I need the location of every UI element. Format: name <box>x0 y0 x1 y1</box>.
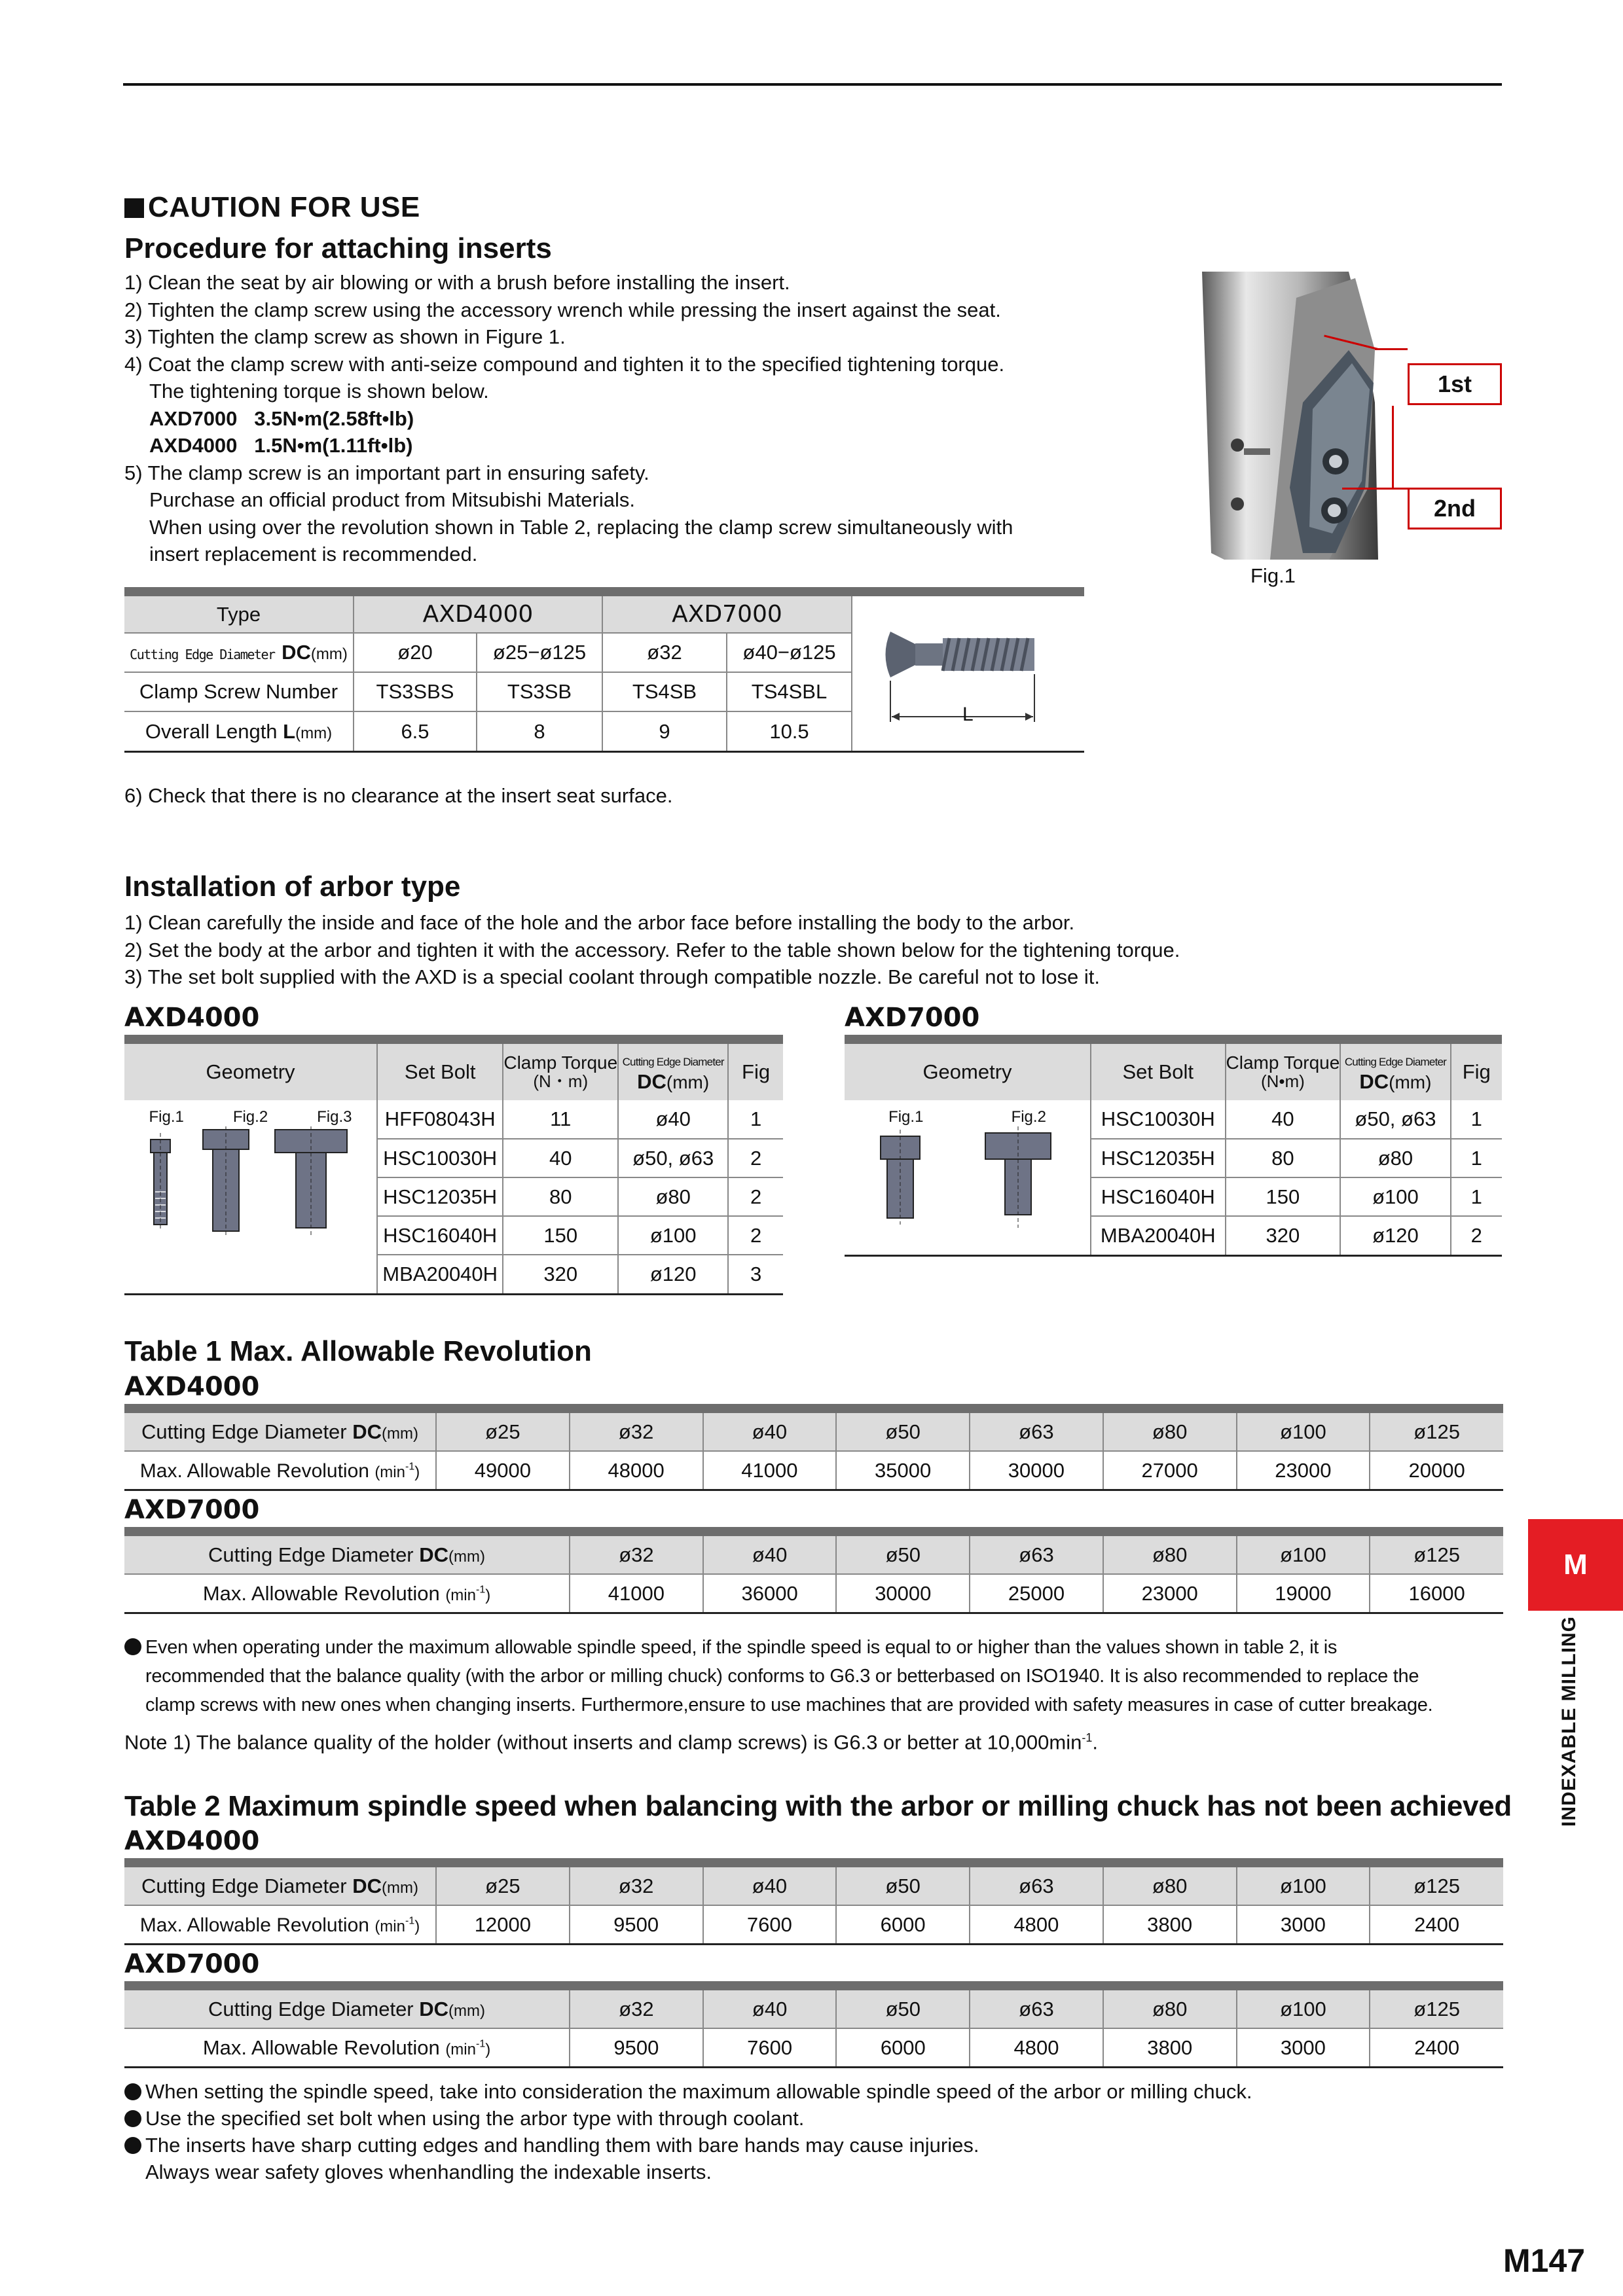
fig-header: Fig <box>1451 1044 1502 1100</box>
procedure-title: Procedure for attaching inserts <box>124 232 552 264</box>
rev-row-label: Max. Allowable Revolution $(\min^{-1})$ <box>124 1451 436 1489</box>
dc-cell: ø63 <box>970 1413 1103 1451</box>
arbor7-bottom <box>845 1255 1502 1257</box>
cutter-photo-illustration <box>1198 272 1381 566</box>
screw-table-bar <box>124 587 1084 596</box>
notes2 <box>124 2078 1252 2185</box>
torque-cell: 40 <box>503 1139 618 1177</box>
set-bolt-cell: HSC10030H <box>377 1139 503 1177</box>
arbor-steps <box>124 909 1180 991</box>
fig-label: Fig.2 <box>1011 1108 1046 1126</box>
set-bolts-drawing-4000 <box>124 1126 376 1264</box>
dc-cell: ø32 <box>570 1990 703 2028</box>
step-5-line2: Purchase an official product from Mitsubishi Materials. <box>149 488 636 511</box>
rev-cell: 27000 <box>1103 1451 1237 1489</box>
rev-cell: 19000 <box>1237 1574 1370 1612</box>
dc-row-label: Cutting Edge Diameter DC(mm) <box>124 633 354 672</box>
torque-cell: 40 <box>1226 1100 1341 1139</box>
screw-table-bottom <box>124 751 1084 753</box>
table2-a4-bottom <box>124 1943 1503 1945</box>
axd7000-header: AXD7000 <box>602 596 851 633</box>
fig-label: Fig.1 <box>888 1108 924 1126</box>
dc-cell: ø32 <box>602 633 727 672</box>
step-4-note: The tightening torque is shown below. <box>149 380 489 403</box>
dc-cell: ø40 <box>703 1413 837 1451</box>
dc-cell: ø50, ø63 <box>1340 1100 1450 1139</box>
torque-cell: 320 <box>503 1255 618 1293</box>
table2-a7-bottom <box>124 2066 1503 2068</box>
table1-axd4000 <box>124 1413 1503 1489</box>
rev-cell: 9500 <box>570 2028 703 2066</box>
type-header: Type <box>124 596 354 633</box>
fig-cell: 2 <box>728 1177 783 1216</box>
dc-cell: ø50 <box>836 1990 970 2028</box>
length-cell: 9 <box>602 711 727 751</box>
dc-row-label: Cutting Edge Diameter DC(mm) <box>141 1420 418 1443</box>
arbor4-bar <box>124 1035 783 1044</box>
table2-a4-bar <box>124 1858 1503 1867</box>
arbor-step-1: 1) Clean carefully the inside and face of the hole and the arbor face before installing the body to the arbor. <box>124 911 1075 934</box>
rev-row-label: Max. Allowable Revolution $(\min^{-1})$ <box>124 1574 570 1612</box>
notes1 <box>124 1633 1503 1757</box>
dc-row-label: Cutting Edge Diameter DC(mm) <box>141 1874 418 1897</box>
arbor-step-3: 3) The set bolt supplied with the AXD is a special coolant through compatible nozzle. Be careful not to lose it. <box>124 965 1100 988</box>
length-L-label: L <box>962 704 974 725</box>
set-bolt-cell: HSC16040H <box>1091 1177 1226 1216</box>
rev-row-label: Max. Allowable Revolution $(\min^{-1})$ <box>124 2028 570 2066</box>
set-bolt-cell: HSC10030H <box>1091 1100 1226 1139</box>
fig-cell: 1 <box>728 1100 783 1139</box>
arbor7-table <box>845 1044 1502 1255</box>
note2-bullet-2: Use the specified set bolt when using the arbor type with through coolant. <box>124 2105 1252 2132</box>
table1-a4-bar <box>124 1404 1503 1413</box>
rev-cell: 3800 <box>1103 2028 1237 2066</box>
dc-cell: ø40−ø125 <box>727 633 851 672</box>
torque-cell: 80 <box>503 1177 618 1216</box>
screw-cell: TS4SB <box>602 672 727 711</box>
torque-cell: 11 <box>503 1100 618 1139</box>
table2-axd4000 <box>124 1867 1503 1943</box>
dc-cell: ø100 <box>1237 1867 1370 1905</box>
dc-header: Cutting Edge Diameter DC(mm) <box>618 1044 728 1100</box>
table1-axd7000-title: AXD7000 <box>124 1495 260 1525</box>
dc-cell: ø100 <box>1340 1177 1450 1216</box>
rev-cell: 30000 <box>836 1574 970 1612</box>
callout-2nd: 2nd <box>1408 488 1502 529</box>
rev-cell: 30000 <box>970 1451 1103 1489</box>
dc-cell: ø25−ø125 <box>477 633 602 672</box>
set-bolt-cell: HSC12035H <box>377 1177 503 1216</box>
arbor-axd4000-title: AXD4000 <box>124 1003 260 1033</box>
section-caution-title: CAUTION FOR USE <box>124 191 420 224</box>
side-category-label: INDEXABLE MILLING <box>1558 1616 1580 1827</box>
dc-cell: ø20 <box>354 633 477 672</box>
rev-cell: 23000 <box>1103 1574 1237 1612</box>
rev-cell: 4800 <box>970 2028 1103 2066</box>
fig-cell: 1 <box>1451 1177 1502 1216</box>
fig-cell: 1 <box>1451 1139 1502 1177</box>
fig1-cutter-photo <box>1198 272 1381 566</box>
dc-cell: ø125 <box>1370 1990 1503 2028</box>
rev-cell: 7600 <box>703 1905 837 1943</box>
fig-cell: 2 <box>728 1139 783 1177</box>
torque-axd4000: AXD4000 1.5N•m(1.11ft•lb) <box>149 434 413 457</box>
table1-a7-bottom <box>124 1612 1503 1614</box>
dc-cell: ø40 <box>703 1990 837 2028</box>
dc-cell: ø80 <box>1103 1536 1237 1574</box>
dc-cell: ø125 <box>1370 1413 1503 1451</box>
torque-header: Clamp Torque (N•m) <box>1226 1044 1341 1100</box>
torque-cell: 150 <box>503 1216 618 1255</box>
dc-cell: ø40 <box>618 1100 728 1139</box>
dc-row-label: Cutting Edge Diameter DC(mm) <box>208 1997 485 2020</box>
table1-a4-bottom <box>124 1489 1503 1491</box>
rev-cell: 20000 <box>1370 1451 1503 1489</box>
length-row-label: Overall Length L(mm) <box>124 711 354 751</box>
screw-cell: TS3SBS <box>354 672 477 711</box>
rev-cell: 2400 <box>1370 2028 1503 2066</box>
torque-axd7000: AXD7000 3.5N•m(2.58ft•lb) <box>149 406 414 430</box>
dc-header: Cutting Edge Diameter DC(mm) <box>1340 1044 1450 1100</box>
dc-cell: ø80 <box>1103 1413 1237 1451</box>
top-rule <box>123 83 1502 86</box>
table1-title: Table 1 Max. Allowable Revolution <box>124 1335 592 1367</box>
note-bullet-1: Even when operating under the maximum allowable spindle speed, if the spindle speed is equal to or higher than the values shown in table 2, it is <box>124 1633 1503 1662</box>
arbor-step-2: 2) Set the body at the arbor and tighten it with the accessory. Refer to the table shown below for the tightening torque. <box>124 938 1180 961</box>
page-number: M147 <box>1503 2242 1586 2279</box>
torque-cell: 80 <box>1226 1139 1341 1177</box>
rev-cell: 16000 <box>1370 1574 1503 1612</box>
rev-cell: 49000 <box>436 1451 570 1489</box>
dc-cell: ø80 <box>1103 1867 1237 1905</box>
arbor7-bar <box>845 1035 1502 1044</box>
table2-axd4000-title: AXD4000 <box>124 1826 260 1856</box>
rev-cell: 2400 <box>1370 1905 1503 1943</box>
torque-header: Clamp Torque (N・m) <box>503 1044 618 1100</box>
dc-cell: ø100 <box>618 1216 728 1255</box>
arbor-title: Installation of arbor type <box>124 870 461 903</box>
dc-cell: ø125 <box>1370 1867 1503 1905</box>
fig-cell: 3 <box>728 1255 783 1293</box>
geometry-header: Geometry <box>845 1044 1091 1100</box>
torque-cell: 150 <box>1226 1177 1341 1216</box>
note2-bullet-1: When setting the spindle speed, take into consideration the maximum allowable spindle speed of the arbor or milling chuck. <box>124 2078 1252 2105</box>
step-1: 1) Clean the seat by air blowing or with a brush before installing the insert. <box>124 271 790 294</box>
dc-cell: ø32 <box>570 1536 703 1574</box>
dc-cell: ø120 <box>1340 1216 1450 1255</box>
rev-cell: 25000 <box>970 1574 1103 1612</box>
axd4000-header: AXD4000 <box>354 596 602 633</box>
dc-cell: ø50 <box>836 1867 970 1905</box>
step-5-line3: When using over the revolution shown in Table 2, replacing the clamp screw simultaneously with <box>149 515 1013 539</box>
dc-cell: ø63 <box>970 1990 1103 2028</box>
step-3: 3) Tighten the clamp screw as shown in Figure 1. <box>124 325 566 348</box>
rev-cell: 36000 <box>703 1574 837 1612</box>
step-4: 4) Coat the clamp screw with anti-seize compound and tighten it to the specified tightening torque. <box>124 352 1005 376</box>
fig-header: Fig <box>728 1044 783 1100</box>
callout-line-2nd <box>1342 488 1408 490</box>
length-cell: 6.5 <box>354 711 477 751</box>
note-1: Note 1) The balance quality of the holder (without inserts and clamp screws) is G6.3 or better at $10,000\min^{-1}$. <box>124 1731 1098 1754</box>
table1-a7-bar <box>124 1527 1503 1536</box>
dc-cell: ø32 <box>570 1413 703 1451</box>
callout-connector <box>1392 406 1394 490</box>
screw-cell: TS4SBL <box>727 672 851 711</box>
step-5-line4: insert replacement is recommended. <box>149 543 478 565</box>
set-bolt-header: Set Bolt <box>377 1044 503 1100</box>
rev-cell: 23000 <box>1237 1451 1370 1489</box>
rev-cell: 6000 <box>836 2028 970 2066</box>
set-bolt-header: Set Bolt <box>1091 1044 1226 1100</box>
rev-cell: 3800 <box>1103 1905 1237 1943</box>
geometry-header: Geometry <box>124 1044 377 1100</box>
fig-label: Fig.1 <box>149 1108 184 1126</box>
rev-cell: 3000 <box>1237 1905 1370 1943</box>
dc-cell: ø50 <box>836 1413 970 1451</box>
note-bullet-1-line2: recommended that the balance quality (with the arbor or milling chuck) conforms to G6.3 or betterbased on ISO1940. It is also recommended to replace the <box>145 1666 1419 1687</box>
section-tab-m: M <box>1528 1519 1623 1611</box>
fig-label: Fig.2 <box>232 1108 268 1126</box>
step-6: 6) Check that there is no clearance at the insert seat surface. <box>124 784 673 807</box>
procedure-steps <box>124 269 1013 568</box>
length-cell: 10.5 <box>727 711 851 751</box>
fig1-label: Fig.1 <box>1250 564 1296 587</box>
fig-cell: 2 <box>728 1216 783 1255</box>
callout-1st: 1st <box>1408 363 1502 405</box>
fig-cell: 1 <box>1451 1100 1502 1139</box>
arbor4-bottom <box>124 1293 783 1295</box>
set-bolt-cell: MBA20040H <box>377 1255 503 1293</box>
rev-row-label: Max. Allowable Revolution $(\min^{-1})$ <box>124 1905 436 1943</box>
rev-cell: 6000 <box>836 1905 970 1943</box>
length-cell: 8 <box>477 711 602 751</box>
arbor7-geometry-cell <box>845 1100 1091 1255</box>
note2-bullet-3: The inserts have sharp cutting edges and handling them with bare hands may cause injuries. <box>124 2132 1252 2159</box>
rev-cell: 48000 <box>570 1451 703 1489</box>
table1-axd4000-title: AXD4000 <box>124 1372 260 1402</box>
table1-axd7000 <box>124 1536 1503 1612</box>
rev-cell: 7600 <box>703 2028 837 2066</box>
dc-cell: ø40 <box>703 1867 837 1905</box>
dc-cell: ø63 <box>970 1867 1103 1905</box>
set-bolt-cell: HFF08043H <box>377 1100 503 1139</box>
dc-cell: ø40 <box>703 1536 837 1574</box>
dc-cell: ø50, ø63 <box>618 1139 728 1177</box>
torque-cell: 320 <box>1226 1216 1341 1255</box>
arbor4-geometry-cell <box>124 1100 377 1293</box>
rev-cell: 12000 <box>436 1905 570 1943</box>
screw-cell: TS3SB <box>477 672 602 711</box>
dc-cell: ø100 <box>1237 1990 1370 2028</box>
set-bolt-cell: MBA20040H <box>1091 1216 1226 1255</box>
step-5: 5) The clamp screw is an important part in ensuring safety. <box>124 461 649 484</box>
dc-cell: ø63 <box>970 1536 1103 1574</box>
note-bullet-1-line3: clamp screws with new ones when changing inserts. Furthermore,ensure to use machines that are provided with safety measures in case of cutter breakage. <box>145 1695 1433 1715</box>
step-2: 2) Tighten the clamp screw using the accessory wrench while pressing the insert against the seat. <box>124 298 1001 321</box>
arbor4-table <box>124 1044 783 1293</box>
screw-row-label: Clamp Screw Number <box>124 672 354 711</box>
square-bullet-icon <box>124 198 144 218</box>
set-bolt-cell: HSC16040H <box>377 1216 503 1255</box>
dc-cell: ø25 <box>436 1867 570 1905</box>
fig-cell: 2 <box>1451 1216 1502 1255</box>
rev-cell: 4800 <box>970 1905 1103 1943</box>
dc-cell: ø80 <box>1340 1139 1450 1177</box>
dc-cell: ø100 <box>1237 1536 1370 1574</box>
rev-cell: 35000 <box>836 1451 970 1489</box>
table2-a7-bar <box>124 1981 1503 1990</box>
rev-cell: 9500 <box>570 1905 703 1943</box>
note2-bullet-3-line2: Always wear safety gloves whenhandling the indexable inserts. <box>145 2161 712 2183</box>
dc-cell: ø50 <box>836 1536 970 1574</box>
table2-axd7000-title: AXD7000 <box>124 1949 260 1979</box>
dc-row-label: Cutting Edge Diameter DC(mm) <box>208 1543 485 1566</box>
table2-axd7000 <box>124 1990 1503 2066</box>
rev-cell: 41000 <box>703 1451 837 1489</box>
arbor-axd7000-title: AXD7000 <box>845 1003 980 1033</box>
dc-cell: ø80 <box>618 1177 728 1216</box>
dc-cell: ø80 <box>1103 1990 1237 2028</box>
rev-cell: 3000 <box>1237 2028 1370 2066</box>
dc-cell: ø32 <box>570 1867 703 1905</box>
rev-cell: 41000 <box>570 1574 703 1612</box>
screw-fig-divider <box>851 596 852 751</box>
screw-table <box>124 596 851 751</box>
fig-label: Fig.3 <box>317 1108 352 1126</box>
table2-title: Table 2 Maximum spindle speed when balancing with the arbor or milling chuck has not been achieved <box>124 1790 1512 1822</box>
dc-cell: ø120 <box>618 1255 728 1293</box>
set-bolts-drawing-7000 <box>845 1126 1090 1231</box>
callout-line-1st <box>1375 348 1408 350</box>
dc-cell: ø25 <box>436 1413 570 1451</box>
dc-cell: ø100 <box>1237 1413 1370 1451</box>
dc-cell: ø125 <box>1370 1536 1503 1574</box>
set-bolt-cell: HSC12035H <box>1091 1139 1226 1177</box>
